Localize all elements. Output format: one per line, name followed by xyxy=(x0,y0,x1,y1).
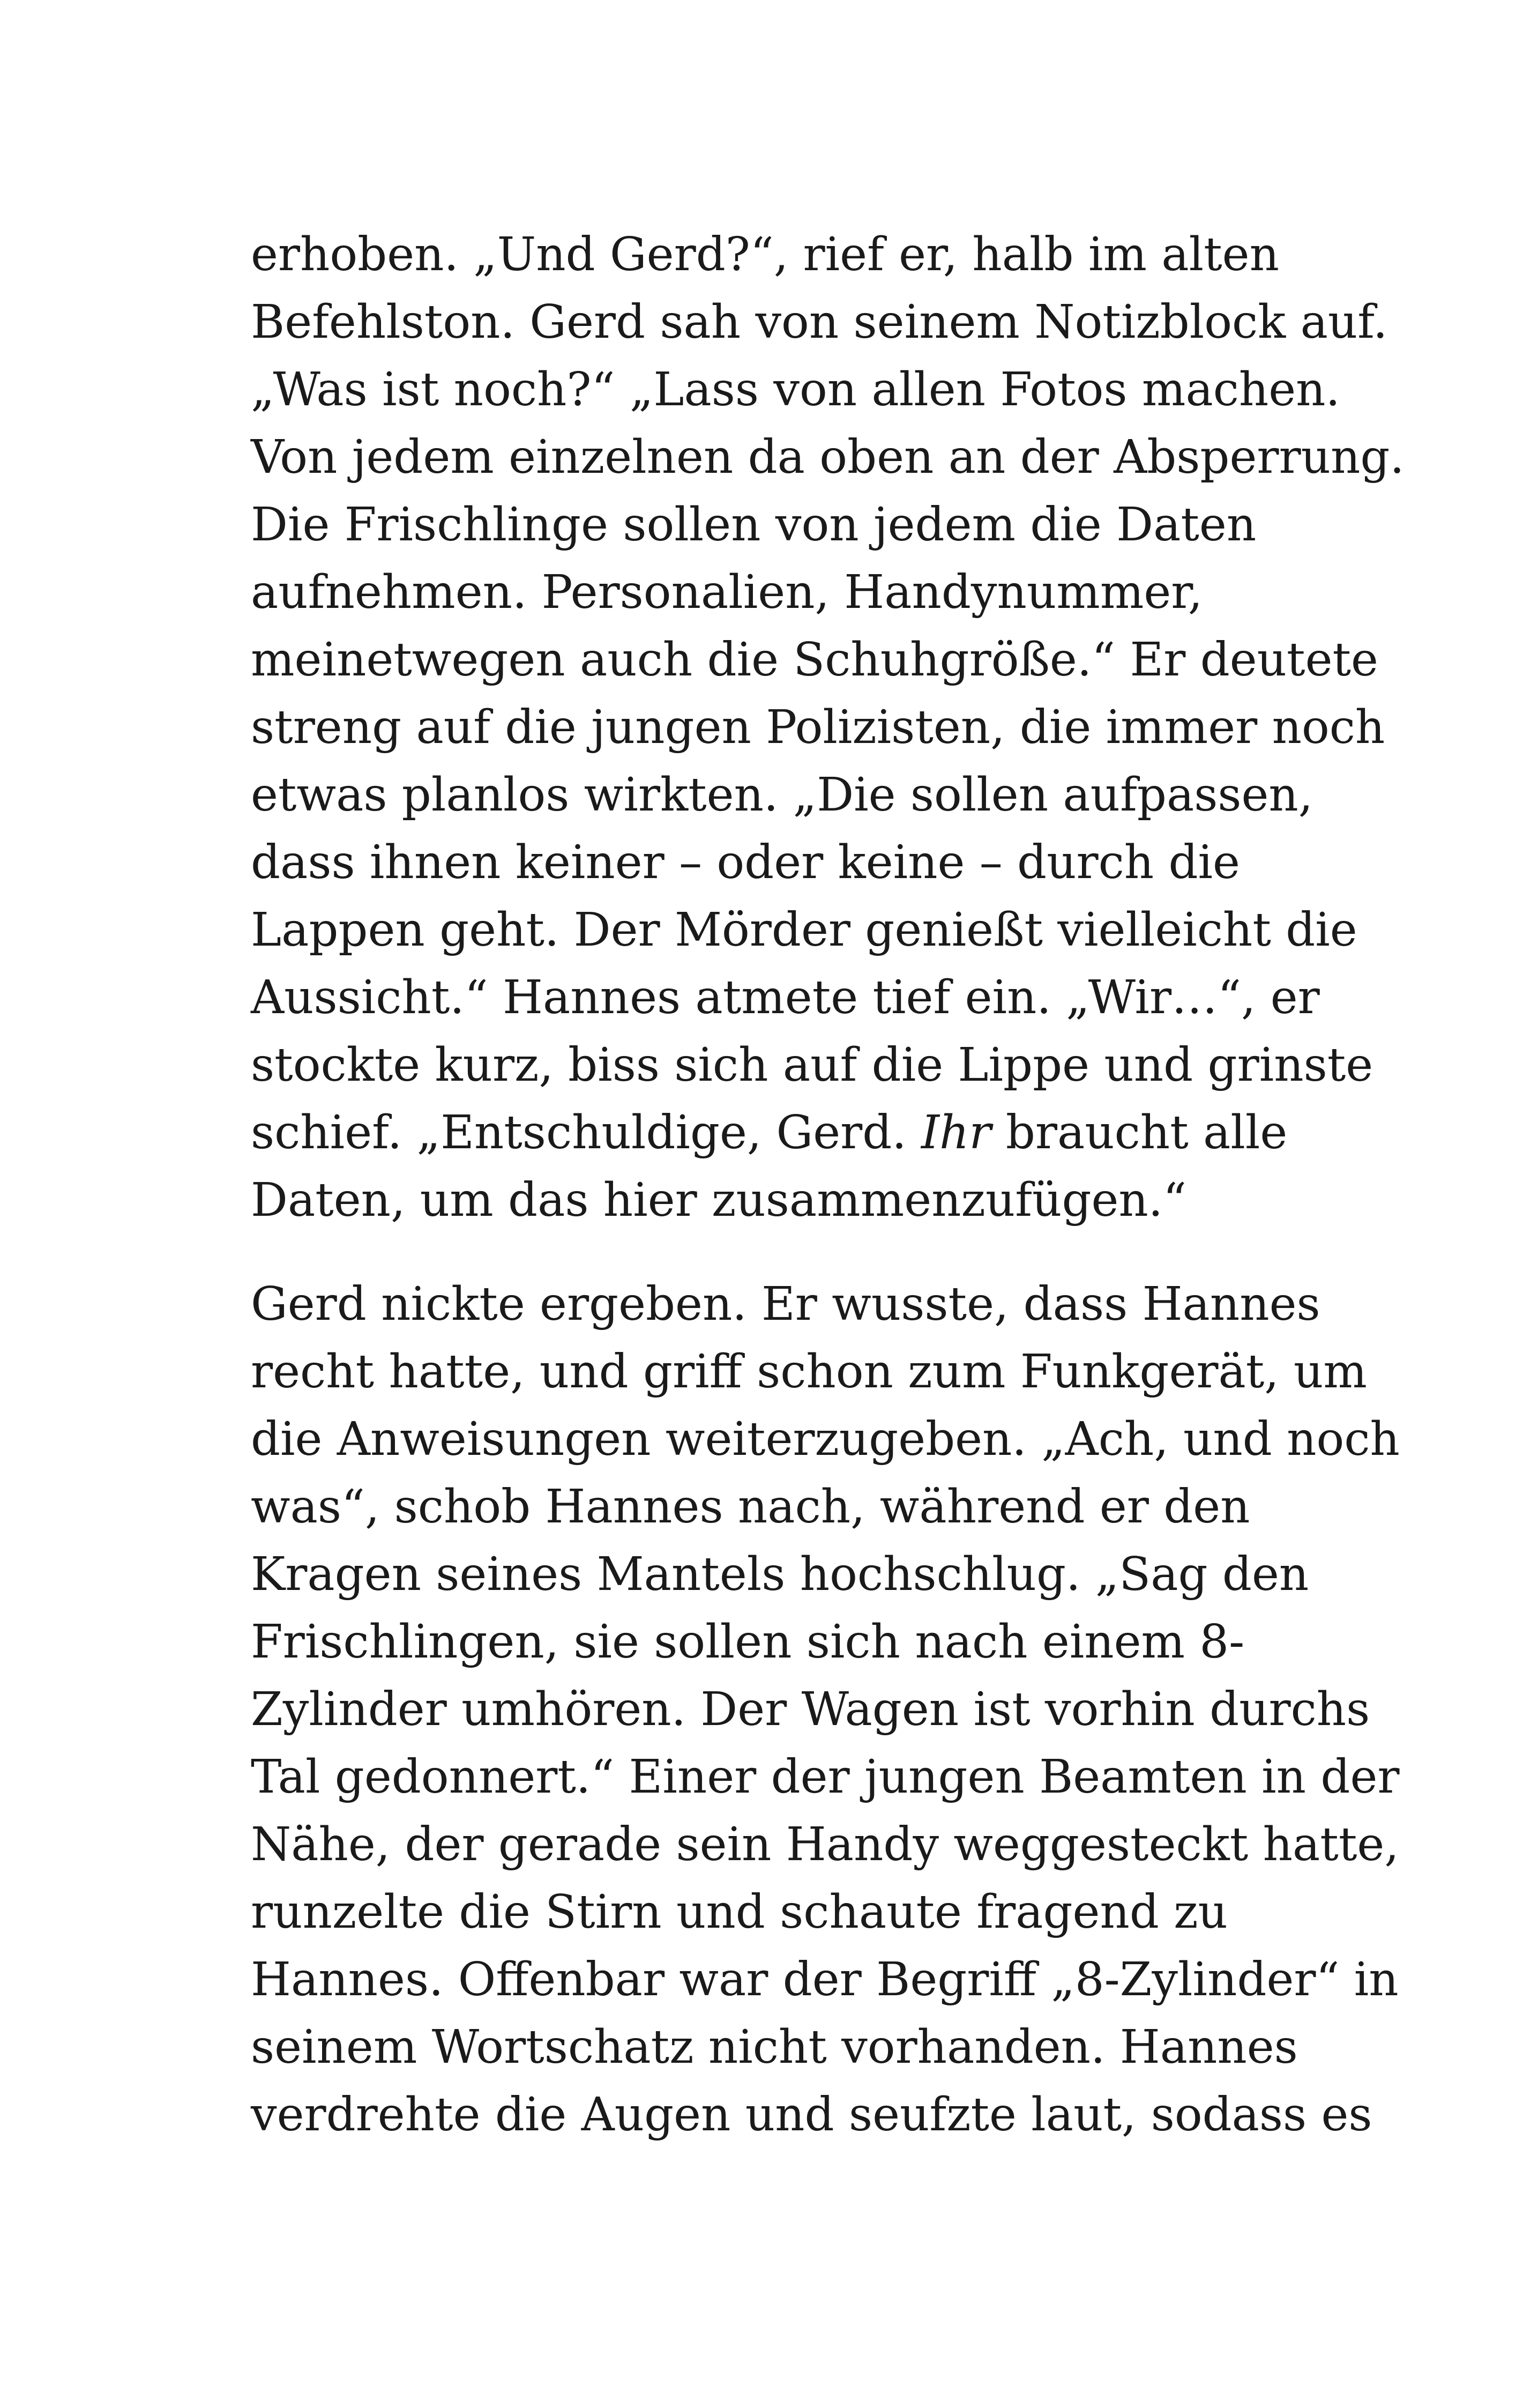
body-text xyxy=(251,221,1405,2149)
text-segment: braucht alle xyxy=(991,1106,1288,1160)
text-line: Die Frischlinge sollen von jedem die Daten xyxy=(251,498,1257,552)
text-line: Frischlingen, sie sollen sich nach einem 8- xyxy=(251,1615,1245,1669)
text-line: die Anweisungen weiterzugeben. „Ach, und noch xyxy=(251,1413,1400,1466)
text-line: seinem Wortschatz nicht vorhanden. Hannes xyxy=(251,2020,1298,2074)
text-line: „Was ist noch?“ „Lass von allen Fotos machen. xyxy=(251,363,1340,417)
text-line: verdrehte die Augen und seufzte laut, sodass es xyxy=(251,2088,1372,2142)
text-line: meinetwegen auch die Schuhgröße.“ Er deutete xyxy=(251,633,1378,687)
italic-emphasis: Ihr xyxy=(921,1106,991,1160)
text-line: runzelte die Stirn und schaute fragend zu xyxy=(251,1885,1228,1939)
text-line: recht hatte, und griff schon zum Funkgerät, um xyxy=(251,1345,1367,1399)
text-line: Kragen seines Mantels hochschlug. „Sag den xyxy=(251,1548,1309,1601)
text-line: Befehlston. Gerd sah von seinem Notizblock auf. xyxy=(251,295,1388,349)
text-segment: schief. „Entschuldige, Gerd. xyxy=(251,1106,921,1160)
paragraph-spacing xyxy=(251,1234,1392,1270)
text-line: Tal gedonnert.“ Einer der jungen Beamten in der xyxy=(251,1750,1400,1804)
text-line: dass ihnen keiner – oder keine – durch die xyxy=(251,836,1240,889)
text-line: Gerd nickte ergeben. Er wusste, dass Hannes xyxy=(251,1277,1320,1331)
text-line: etwas planlos wirkten. „Die sollen aufpassen, xyxy=(251,768,1313,822)
text-line: Zylinder umhören. Der Wagen ist vorhin durchs xyxy=(251,1683,1370,1736)
text-line: erhoben. „Und Gerd?“, rief er, halb im alten xyxy=(251,228,1279,281)
text-line: Daten, um das hier zusammenzufügen.“ xyxy=(251,1173,1187,1227)
text-line-with-italic xyxy=(251,1099,1392,1166)
paragraph-2 xyxy=(251,1270,1400,2149)
text-line: Lappen geht. Der Mörder genießt vielleicht die xyxy=(251,903,1357,957)
text-line: stockte kurz, biss sich auf die Lippe und grinste xyxy=(251,1038,1373,1092)
text-line: aufnehmen. Personalien, Handynummer, xyxy=(251,566,1203,619)
text-line: streng auf die jungen Polizisten, die immer noch xyxy=(251,701,1385,754)
text-line: Von jedem einzelnen da oben an der Absperrung. xyxy=(251,430,1405,484)
paragraph-1 xyxy=(251,221,1405,1234)
text-line: Aussicht.“ Hannes atmete tief ein. „Wir…“, er xyxy=(251,971,1320,1024)
text-line: Hannes. Offenbar war der Begriff „8-Zylinder“ in xyxy=(251,1953,1399,2006)
text-line: Nähe, der gerade sein Handy weggesteckt hatte, xyxy=(251,1818,1399,1871)
text-line: was“, schob Hannes nach, während er den xyxy=(251,1480,1250,1534)
